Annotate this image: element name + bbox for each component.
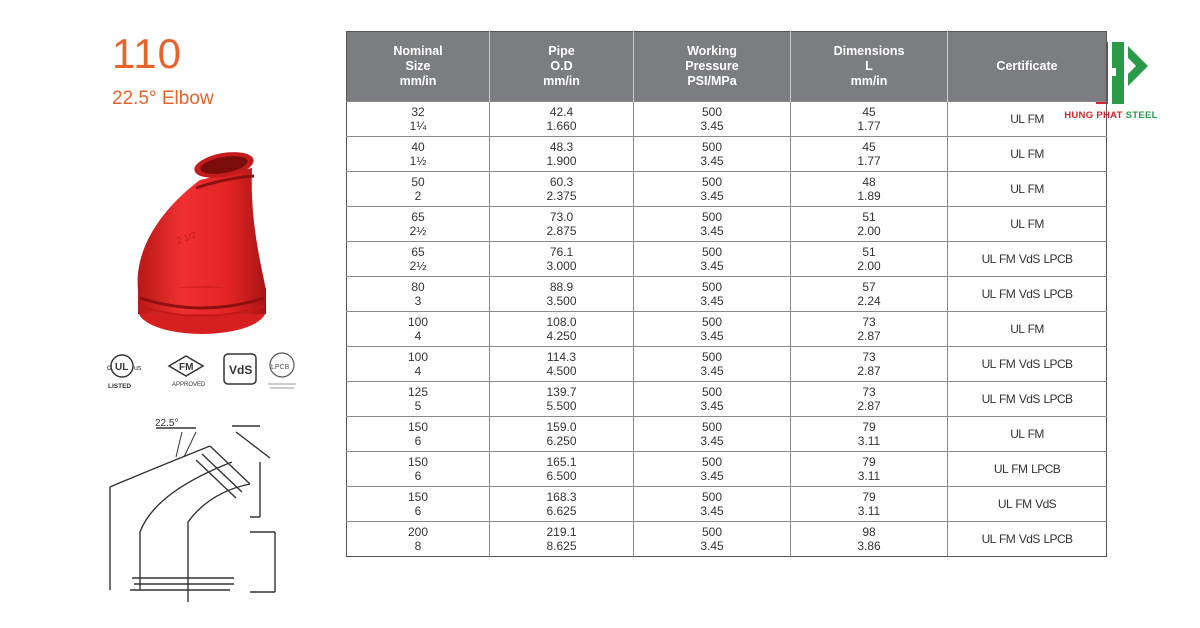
table-row xyxy=(347,312,1107,347)
header-pipe-od: Pipe O.D mm/in xyxy=(490,32,634,102)
cell-certificate: UL FM xyxy=(948,207,1107,242)
cell-pipe-od: 114.3 4.500 xyxy=(490,347,634,382)
cell-working-pressure: 500 3.45 xyxy=(634,452,791,487)
cell-nominal-size: 40 1½ xyxy=(347,137,490,172)
fm-approved-logo xyxy=(169,356,206,388)
cell-certificate: UL FM VdS LPCB xyxy=(948,242,1107,277)
table-header-row xyxy=(347,32,1107,102)
certification-logos xyxy=(104,350,314,396)
cell-certificate: UL FM VdS LPCB xyxy=(948,277,1107,312)
cell-pipe-od: 76.1 3.000 xyxy=(490,242,634,277)
cell-dimension-l: 45 1.77 xyxy=(791,137,948,172)
cell-certificate: UL FM VdS LPCB xyxy=(948,382,1107,417)
cell-nominal-size: 65 2½ xyxy=(347,207,490,242)
cell-pipe-od: 219.1 8.625 xyxy=(490,522,634,557)
lpcb-logo xyxy=(268,353,296,388)
elbow-technical-drawing xyxy=(100,412,300,612)
brand-name-steel: STEEL xyxy=(1125,110,1158,121)
header-working-pressure: Working Pressure PSI/MPa xyxy=(634,32,791,102)
table-row xyxy=(347,382,1107,417)
cell-dimension-l: 73 2.87 xyxy=(791,347,948,382)
table-row xyxy=(347,347,1107,382)
cell-working-pressure: 500 3.45 xyxy=(634,172,791,207)
cell-dimension-l: 79 3.11 xyxy=(791,452,948,487)
cell-nominal-size: 65 2½ xyxy=(347,242,490,277)
cell-pipe-od: 108.0 4.250 xyxy=(490,312,634,347)
cell-pipe-od: 73.0 2.875 xyxy=(490,207,634,242)
cell-working-pressure: 500 3.45 xyxy=(634,382,791,417)
cell-dimension-l: 57 2.24 xyxy=(791,277,948,312)
cell-certificate: UL FM VdS xyxy=(948,487,1107,522)
table-row xyxy=(347,417,1107,452)
cell-dimension-l: 98 3.86 xyxy=(791,522,948,557)
cell-nominal-size: 150 6 xyxy=(347,417,490,452)
cell-pipe-od: 88.9 3.500 xyxy=(490,277,634,312)
table-row xyxy=(347,172,1107,207)
cell-working-pressure: 500 3.45 xyxy=(634,137,791,172)
cell-certificate: UL FM xyxy=(948,172,1107,207)
cell-pipe-od: 139.7 5.500 xyxy=(490,382,634,417)
header-nominal-size: Nominal Size mm/in xyxy=(347,32,490,102)
cell-nominal-size: 80 3 xyxy=(347,277,490,312)
cell-nominal-size: 50 2 xyxy=(347,172,490,207)
cell-working-pressure: 500 3.45 xyxy=(634,417,791,452)
cell-nominal-size: 125 5 xyxy=(347,382,490,417)
cell-pipe-od: 159.0 6.250 xyxy=(490,417,634,452)
cell-nominal-size: 200 8 xyxy=(347,522,490,557)
cell-working-pressure: 500 3.45 xyxy=(634,277,791,312)
brand-name-hung-phat: HUNG PHAT xyxy=(1064,110,1123,121)
table-row xyxy=(347,242,1107,277)
cell-working-pressure: 500 3.45 xyxy=(634,312,791,347)
cell-certificate: UL FM xyxy=(948,102,1107,137)
cell-certificate: UL FM VdS LPCB xyxy=(948,347,1107,382)
cell-pipe-od: 42.4 1.660 xyxy=(490,102,634,137)
vds-mark: VdS xyxy=(229,363,253,377)
product-number: 110 xyxy=(112,30,182,77)
cell-certificate: UL FM xyxy=(948,417,1107,452)
ul-us-mark: us xyxy=(134,365,142,372)
table-row xyxy=(347,522,1107,557)
cell-dimension-l: 79 3.11 xyxy=(791,417,948,452)
cell-nominal-size: 150 6 xyxy=(347,452,490,487)
spec-table xyxy=(346,31,1107,557)
cell-dimension-l: 51 2.00 xyxy=(791,242,948,277)
table-row xyxy=(347,452,1107,487)
cell-nominal-size: 100 4 xyxy=(347,312,490,347)
ul-mark: UL xyxy=(115,362,129,373)
cell-pipe-od: 60.3 2.375 xyxy=(490,172,634,207)
table-row xyxy=(347,137,1107,172)
cell-nominal-size: 100 4 xyxy=(347,347,490,382)
cell-dimension-l: 51 2.00 xyxy=(791,207,948,242)
cell-working-pressure: 500 3.45 xyxy=(634,207,791,242)
lpcb-mark: LPCB xyxy=(271,364,290,371)
cell-working-pressure: 500 3.45 xyxy=(634,347,791,382)
vds-logo xyxy=(224,354,256,384)
table-row xyxy=(347,102,1107,137)
cell-pipe-od: 48.3 1.900 xyxy=(490,137,634,172)
drawing-angle-label: 22.5° xyxy=(155,418,179,429)
ul-listed-logo xyxy=(107,355,142,390)
table-row xyxy=(347,277,1107,312)
ul-listed-text: LISTED xyxy=(108,383,132,390)
cell-working-pressure: 500 3.45 xyxy=(634,522,791,557)
table-row xyxy=(347,487,1107,522)
table-row xyxy=(347,207,1107,242)
cell-pipe-od: 168.3 6.625 xyxy=(490,487,634,522)
cell-dimension-l: 79 3.11 xyxy=(791,487,948,522)
cell-nominal-size: 150 6 xyxy=(347,487,490,522)
cell-working-pressure: 500 3.45 xyxy=(634,242,791,277)
product-name: 22.5° Elbow xyxy=(112,88,214,109)
header-dimensions: Dimensions L mm/in xyxy=(791,32,948,102)
cell-dimension-l: 48 1.89 xyxy=(791,172,948,207)
cell-nominal-size: 32 1¼ xyxy=(347,102,490,137)
cell-dimension-l: 45 1.77 xyxy=(791,102,948,137)
cell-dimension-l: 73 2.87 xyxy=(791,312,948,347)
header-certificate: Certificate xyxy=(948,32,1107,102)
ul-c-mark: c xyxy=(107,363,111,372)
svg-text:2 1/2: 2 1/2 xyxy=(175,229,198,246)
cell-dimension-l: 73 2.87 xyxy=(791,382,948,417)
cell-pipe-od: 165.1 6.500 xyxy=(490,452,634,487)
elbow-product-photo xyxy=(100,140,280,345)
cell-working-pressure: 500 3.45 xyxy=(634,102,791,137)
cell-certificate: UL FM LPCB xyxy=(948,452,1107,487)
cell-certificate: UL FM VdS LPCB xyxy=(948,522,1107,557)
cell-certificate: UL FM xyxy=(948,312,1107,347)
cell-certificate: UL FM xyxy=(948,137,1107,172)
cell-working-pressure: 500 3.45 xyxy=(634,487,791,522)
fm-approved-text: APPROVED xyxy=(172,382,206,388)
fm-mark: FM xyxy=(179,362,194,373)
